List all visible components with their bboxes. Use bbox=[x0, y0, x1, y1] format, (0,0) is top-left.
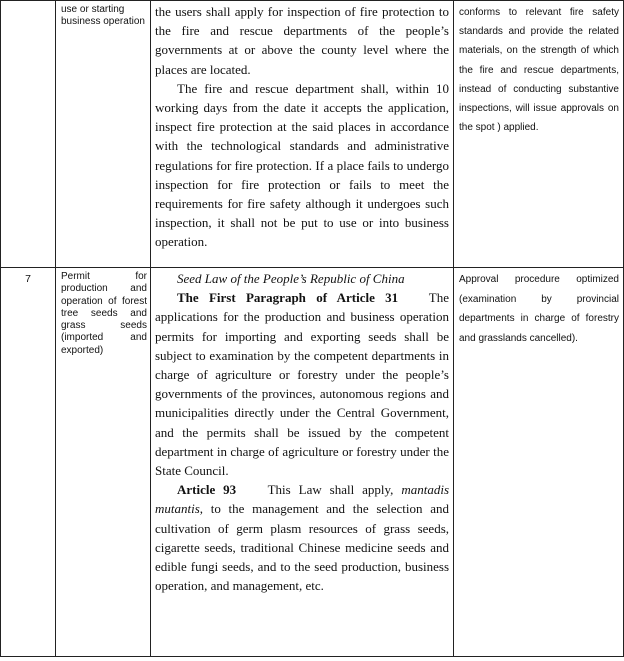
note-text: Approval procedure optimized (examination by provincial departments in charge of forestry and grasslands cancelled). bbox=[459, 274, 619, 344]
law-paragraph bbox=[155, 288, 449, 480]
law-paragraph: the users shall apply for inspection of fire protection to the fire and rescue departments of the people’s governments at or above the county level where the places are located. bbox=[155, 4, 449, 77]
article-text: The applications for the production and business operation permits for importing and exporting seeds shall be subject to examination by the competent departments in charge of agriculture or forestry under the people’s governments of the provinces, autonomous regions and municipalities directly under the Central Government, and the permits shall be issued by the competent department in charge of agriculture or forestry under the State Council. bbox=[155, 290, 449, 479]
law-paragraph: The fire and rescue department shall, within 10 working days from the date it accepts the application, inspect fire protection at the said places in accordance with the technological standards and administrative regulations for fire protection. If a place fails to undergo inspection for fire protection or fails to meet the requirements for fire safety although it undergoes such inspection, it shall not be put to use or into business operation. bbox=[155, 80, 449, 250]
article-text: , to the management and the selection and cultivation of germ plasm resources of grass seeds, cigarette seeds, traditional Chinese medicine seeds and edible fungi seeds, and to the seed production, business operation, and management, etc. bbox=[155, 501, 449, 594]
item-name: use or starting business operation bbox=[56, 1, 151, 268]
legal-basis bbox=[151, 1, 454, 268]
table-row bbox=[1, 1, 624, 268]
article-italic: mantadis mutantis bbox=[155, 482, 449, 517]
article-heading: Article 93 bbox=[177, 482, 237, 498]
law-paragraph bbox=[155, 480, 449, 595]
reform-note bbox=[454, 1, 624, 268]
note-text: conforms to relevant fire safety standards and provide the related materials, on the strength of which the fire and rescue departments, instead of conducting substantive inspections, will issue approvals on the spot ) applied. bbox=[459, 7, 619, 134]
table-row bbox=[1, 268, 624, 657]
row-number bbox=[1, 1, 56, 268]
reform-note bbox=[454, 268, 624, 657]
legal-basis bbox=[151, 268, 454, 657]
row-number: 7 bbox=[1, 268, 56, 657]
article-text: This Law shall apply, bbox=[267, 482, 394, 498]
law-title: Seed Law of the People’s Republic of China bbox=[177, 271, 405, 286]
article-heading: The First Paragraph of Article 31 bbox=[177, 290, 399, 306]
item-text: Permit for production and operation of forest tree seeds and grass seeds (imported and exported) bbox=[61, 271, 147, 356]
item-name bbox=[56, 268, 151, 657]
